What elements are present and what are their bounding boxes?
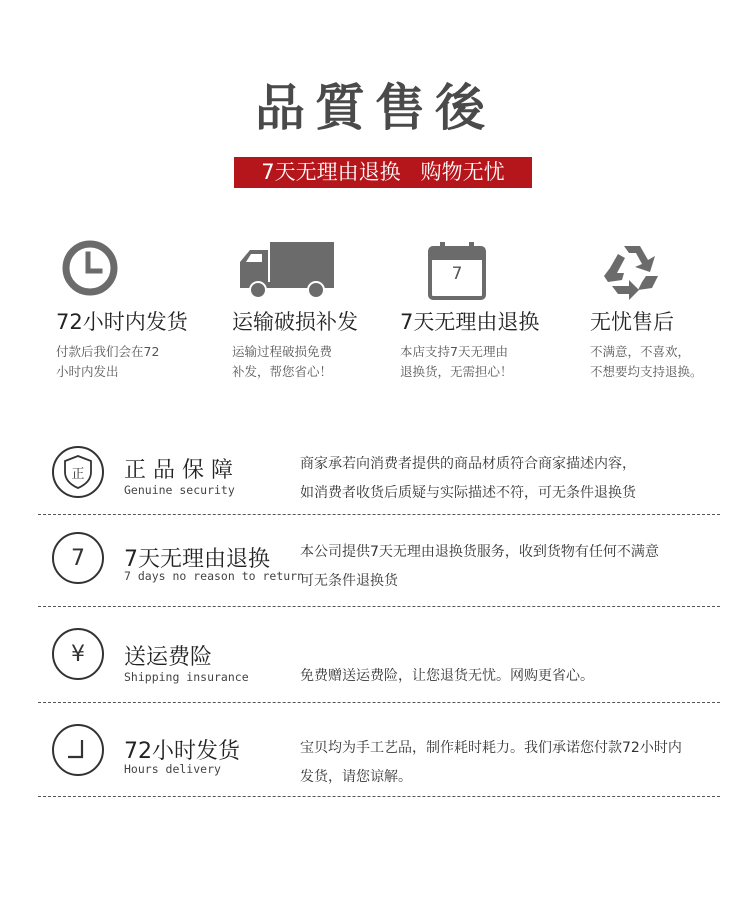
feature-fast-delivery — [56, 238, 231, 379]
calendar-icon — [400, 238, 575, 300]
yen-icon: ¥ — [52, 628, 104, 680]
guarantee-subtitle: Shipping insurance — [124, 670, 249, 684]
clock-icon — [56, 238, 231, 300]
shield-icon: 正 — [52, 446, 104, 498]
feature-title: 无忧售后 — [590, 310, 674, 334]
divider — [38, 514, 720, 515]
feature-description: 运输过程破损免费 补发，帮您省心！ — [232, 344, 333, 379]
guarantee-description: 宝贝均为手工艺品，制作耗时耗力。我们承诺您付款72小时内 发货，请您谅解。 — [300, 740, 682, 785]
feature-description: 付款后我们会在72 小时内发出 — [56, 344, 160, 379]
guarantee-title: 72小时发货 — [124, 739, 240, 764]
clock-hands-icon — [52, 724, 104, 776]
feature-seven-day-return — [400, 238, 575, 379]
feature-worry-free — [590, 238, 750, 379]
page-title: 品質售後 — [255, 79, 495, 137]
promo-banner: 7天无理由退换 购物无忧 — [234, 157, 532, 188]
calendar-day: 7 — [451, 264, 463, 284]
divider — [38, 702, 720, 703]
guarantee-subtitle: Genuine security — [124, 483, 235, 497]
guarantee-title: 正 品 保 障 — [124, 458, 233, 483]
divider — [38, 606, 720, 607]
feature-title: 运输破损补发 — [232, 310, 358, 334]
feature-description: 本店支持7天无理由 退换货，无需担心！ — [400, 344, 513, 379]
feature-title: 72小时内发货 — [56, 310, 188, 334]
guarantee-description: 免费赠送运费险，让您退货无忧。网购更省心。 — [300, 668, 594, 684]
guarantee-seven-day — [38, 528, 720, 622]
seven-day-icon: 7 — [52, 532, 104, 584]
feature-title: 7天无理由退换 — [400, 310, 540, 334]
recycle-icon — [590, 238, 750, 300]
guarantee-title: 送运费险 — [124, 645, 213, 670]
guarantee-subtitle: 7 days no reason to return — [124, 569, 305, 583]
guarantee-description: 商家承若向消费者提供的商品材质符合商家描述内容， 如消费者收货后质疑与实际描述不符，可无条件退换货 — [300, 456, 636, 501]
divider — [38, 796, 720, 797]
guarantee-genuine — [38, 440, 720, 534]
feature-damage-resend — [232, 238, 407, 379]
guarantee-subtitle: Hours delivery — [124, 762, 221, 776]
guarantee-shipping-insurance — [38, 620, 720, 714]
feature-description: 不满意，不喜欢， 不想要均支持退换。 — [590, 344, 703, 379]
truck-icon — [232, 238, 407, 300]
guarantee-title: 7天无理由退换 — [124, 547, 270, 572]
guarantee-description: 本公司提供7天无理由退换货服务，收到货物有任何不满意 可无条件退换货 — [300, 544, 659, 589]
